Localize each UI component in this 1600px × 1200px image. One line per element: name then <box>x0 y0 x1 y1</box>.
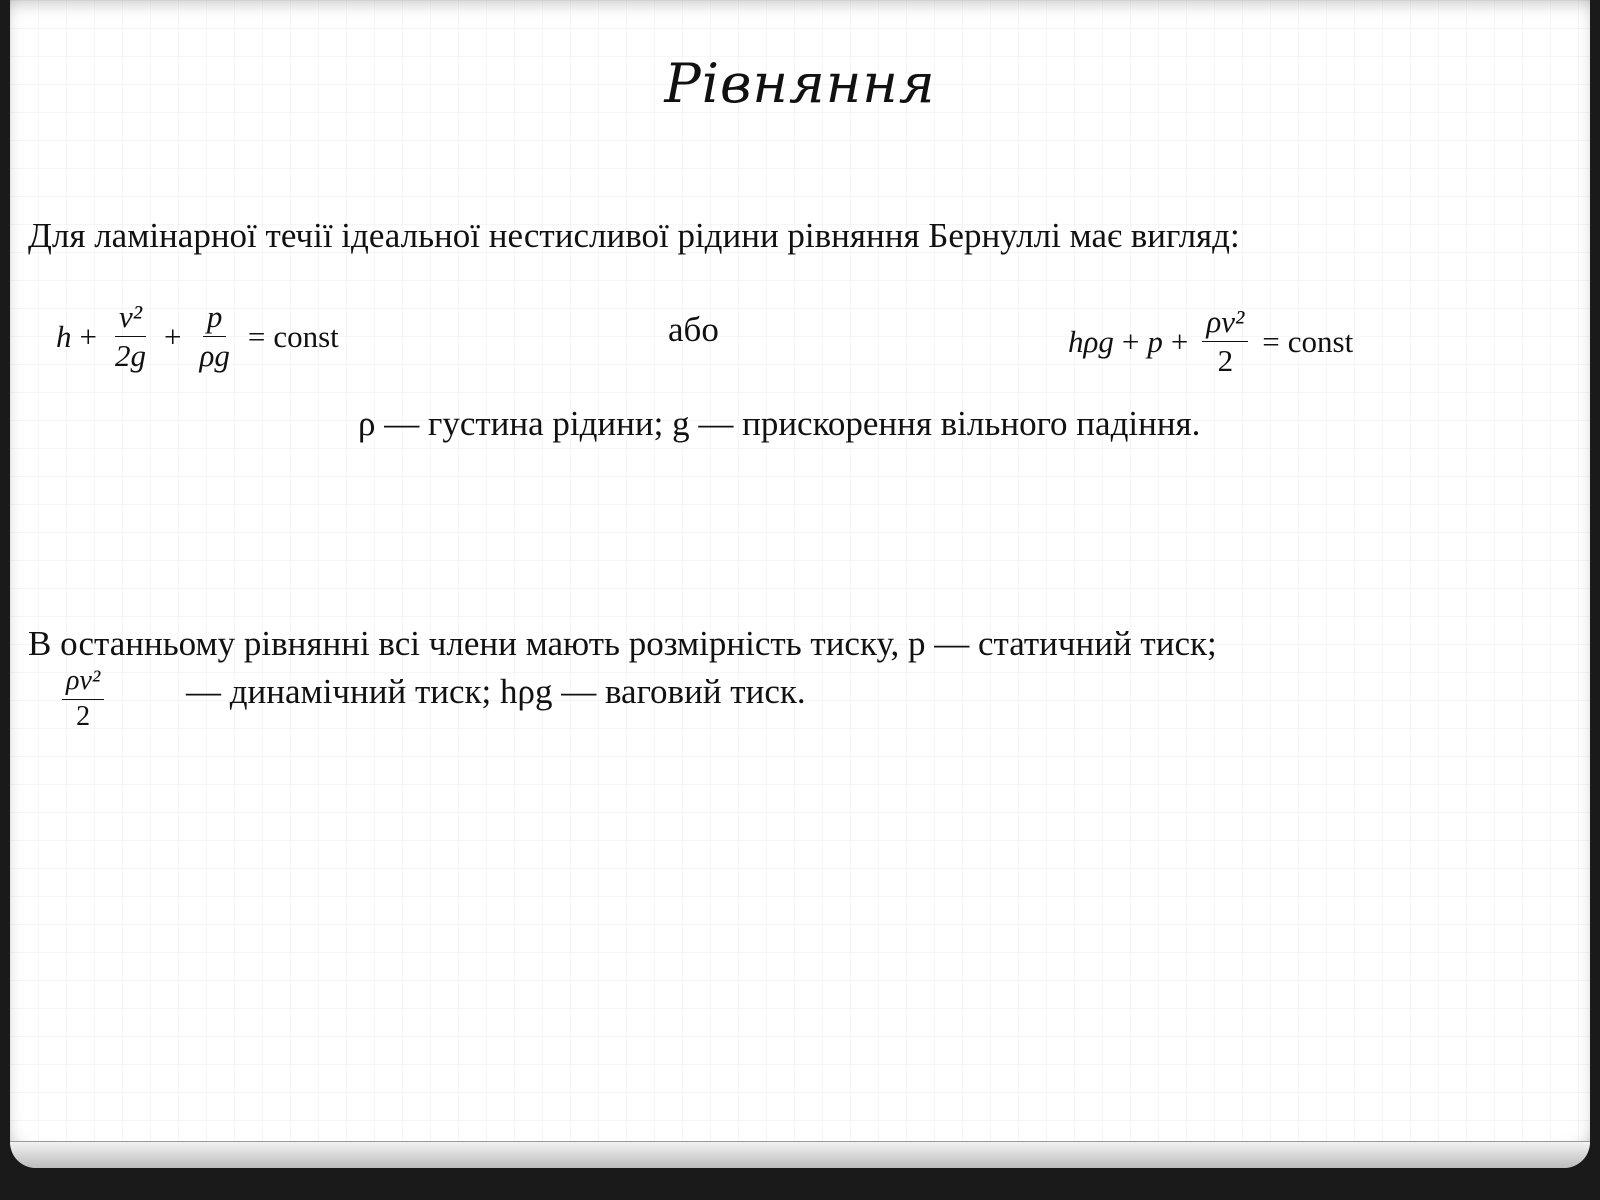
or-word: або <box>668 310 719 349</box>
formula1-plus-2: + <box>163 318 182 354</box>
formula2-frac-numerator: ρv² <box>1202 305 1248 342</box>
formula2-const: const <box>1287 323 1354 359</box>
formula1-h: h <box>56 318 72 354</box>
formula1-frac2-denominator: ρg <box>199 338 230 374</box>
closing-line-2: — динамічний тиск; hρg — ваговий тиск. <box>186 672 806 711</box>
formula1-plus-1: + <box>79 318 97 354</box>
formula1-const: const <box>273 318 339 354</box>
formula2-p: p <box>1147 323 1163 359</box>
formula3-fraction <box>62 666 104 733</box>
formula1-frac2-numerator: p <box>203 300 227 337</box>
formula2-lead: hρg <box>1068 323 1114 359</box>
slide-title: Рівняння <box>664 52 936 115</box>
slide <box>10 0 1590 1168</box>
legend-line: ρ — густина рідини; g — прискорення вільного падіння. <box>358 404 1201 443</box>
formula1-frac1-denominator: 2g <box>114 338 146 374</box>
formula1-equals: = <box>247 318 266 354</box>
formula3-numerator: ρv² <box>62 666 104 700</box>
slide-bottom-bar <box>10 1141 1590 1168</box>
formula2-plus-1: + <box>1121 323 1140 359</box>
dynamic-pressure-fraction <box>56 666 110 733</box>
formula1-fraction-pressure <box>195 300 233 373</box>
formula2-plus-2: + <box>1170 323 1189 359</box>
formula1-fraction-velocity <box>111 300 150 373</box>
bernoulli-formula-height <box>56 300 339 373</box>
formula2-equals: = <box>1262 323 1280 359</box>
formula3-denominator: 2 <box>76 700 91 732</box>
intro-text: Для ламінарної течії ідеальної нестисливої рідини рівняння Бернуллі має вигляд: <box>28 216 1240 255</box>
closing-line-1: В останньому рівнянні всі члени мають розмірність тиску, p — статичний тиск; <box>28 624 1217 663</box>
formula2-frac-denominator: 2 <box>1217 343 1234 379</box>
formula2-fraction-dynamic <box>1202 305 1248 378</box>
formula1-frac1-numerator: v² <box>115 300 146 337</box>
bernoulli-formula-pressure <box>1068 305 1353 378</box>
